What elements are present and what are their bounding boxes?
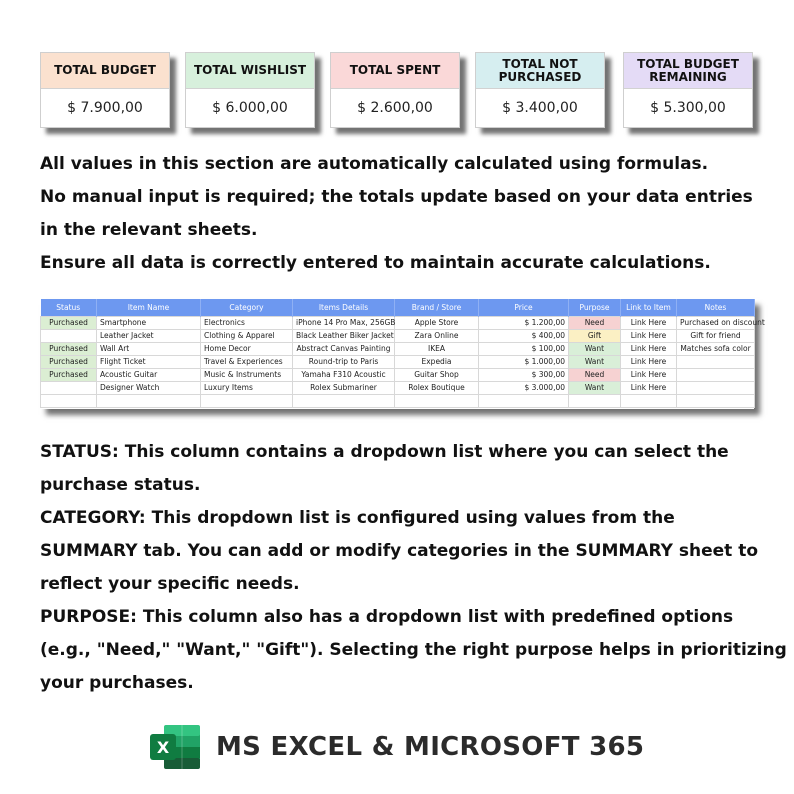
excel-logo-icon [148,723,202,771]
item-details-cell[interactable]: Abstract Canvas Painting [293,342,395,355]
empty-cell[interactable] [97,394,201,407]
table-row [41,342,755,355]
category-cell[interactable]: Luxury Items [201,381,293,394]
empty-cell[interactable] [621,394,677,407]
card-value: $ 3.400,00 [502,100,578,116]
price-cell[interactable]: $ 1.200,00 [479,316,569,329]
item-name-cell[interactable]: Acoustic Guitar [97,368,201,381]
link-cell[interactable]: Link Here [621,342,677,355]
notes-cell[interactable] [677,368,755,381]
help-line: PURPOSE: This column also has a dropdown list with predefined options [40,607,734,627]
column-header: Category [201,299,293,316]
column-header: Purpose [569,299,621,316]
item-name-cell[interactable]: Flight Ticket [97,355,201,368]
notes-cell[interactable] [677,355,755,368]
item-name-cell[interactable]: Wall Art [97,342,201,355]
summary-cards [40,52,752,130]
status-cell[interactable] [41,381,97,394]
table-row-empty [41,394,755,407]
price-cell[interactable]: $ 400,00 [479,329,569,342]
help-line: CATEGORY: This dropdown list is configured using values from the [40,508,675,528]
status-cell[interactable] [41,329,97,342]
link-cell[interactable]: Link Here [621,381,677,394]
intro-line: Ensure all data is correctly entered to maintain accurate calculations. [40,253,711,273]
brand-cell[interactable]: Rolex Boutique [395,381,479,394]
intro-line: in the relevant sheets. [40,220,258,240]
card-label: TOTAL WISHLIST [186,53,314,89]
notes-cell[interactable]: Purchased on discount [677,316,755,329]
notes-cell[interactable] [677,381,755,394]
brand-cell[interactable]: Apple Store [395,316,479,329]
brand-cell[interactable]: Zara Online [395,329,479,342]
wishlist-sheet-preview [40,299,765,409]
intro-line: All values in this section are automatically calculated using formulas. [40,154,709,174]
notes-cell[interactable]: Gift for friend [677,329,755,342]
empty-cell[interactable] [479,394,569,407]
notes-cell[interactable]: Matches sofa color [677,342,755,355]
wishlist-table [40,299,765,408]
table-header-row [41,299,755,316]
purpose-cell[interactable]: Want [569,381,621,394]
card-label: TOTAL NOT PURCHASED [476,53,604,89]
column-header: Price [479,299,569,316]
empty-cell[interactable] [201,394,293,407]
card-label: TOTAL SPENT [331,53,459,89]
column-header: Items Details [293,299,395,316]
column-header: Brand / Store [395,299,479,316]
category-cell[interactable]: Clothing & Apparel [201,329,293,342]
brand-cell[interactable]: IKEA [395,342,479,355]
price-cell[interactable]: $ 300,00 [479,368,569,381]
column-header: Status [41,299,97,316]
category-cell[interactable]: Home Decor [201,342,293,355]
help-line: reflect your specific needs. [40,574,300,594]
card-total-budget [40,52,170,128]
item-details-cell[interactable]: Round-trip to Paris [293,355,395,368]
table-row [41,381,755,394]
purpose-cell[interactable]: Want [569,355,621,368]
card-value: $ 6.000,00 [212,100,288,116]
help-line: your purchases. [40,673,194,693]
link-cell[interactable]: Link Here [621,355,677,368]
card-value: $ 2.600,00 [357,100,433,116]
card-label: TOTAL BUDGET [41,53,169,89]
item-details-cell[interactable]: Rolex Submariner [293,381,395,394]
card-total-spent [330,52,460,128]
column-header: Link to Item [621,299,677,316]
intro-text [40,148,760,280]
category-cell[interactable]: Music & Instruments [201,368,293,381]
status-cell[interactable]: Purchased [41,342,97,355]
table-row [41,329,755,342]
empty-cell[interactable] [569,394,621,407]
price-cell[interactable]: $ 100,00 [479,342,569,355]
table-row [41,316,755,329]
item-details-cell[interactable]: Black Leather Biker Jacket [293,329,395,342]
card-total-not-purchased [475,52,605,128]
card-total-wishlist [185,52,315,128]
excel-logo-letter: X [156,738,170,757]
column-header: Notes [677,299,755,316]
item-name-cell[interactable]: Leather Jacket [97,329,201,342]
empty-cell[interactable] [41,394,97,407]
intro-line: No manual input is required; the totals update based on your data entries [40,187,753,207]
price-cell[interactable]: $ 3.000,00 [479,381,569,394]
card-value: $ 7.900,00 [67,100,143,116]
category-cell[interactable]: Travel & Experiences [201,355,293,368]
link-cell[interactable]: Link Here [621,368,677,381]
help-line: (e.g., "Need," "Want," "Gift"). Selecting the right purpose helps in prioritizing [40,640,787,660]
link-cell[interactable]: Link Here [621,329,677,342]
footer-title: MS EXCEL & MICROSOFT 365 [216,732,645,762]
help-line: STATUS: This column contains a dropdown list where you can select the [40,442,729,462]
purpose-cell[interactable]: Need [569,316,621,329]
help-line: purchase status. [40,475,201,495]
price-cell[interactable]: $ 1.000,00 [479,355,569,368]
status-cell[interactable]: Purchased [41,316,97,329]
brand-cell[interactable]: Guitar Shop [395,368,479,381]
help-text [40,436,787,700]
purpose-cell[interactable]: Gift [569,329,621,342]
empty-cell[interactable] [677,394,755,407]
footer [148,722,644,772]
item-name-cell[interactable]: Designer Watch [97,381,201,394]
purpose-cell[interactable]: Want [569,342,621,355]
link-cell[interactable]: Link Here [621,316,677,329]
brand-cell[interactable]: Expedia [395,355,479,368]
help-line: SUMMARY tab. You can add or modify categories in the SUMMARY sheet to [40,541,759,561]
purpose-cell[interactable]: Need [569,368,621,381]
item-details-cell[interactable]: iPhone 14 Pro Max, 256GB [293,316,395,329]
column-header: Item Name [97,299,201,316]
card-value: $ 5.300,00 [650,100,726,116]
category-cell[interactable]: Electronics [201,316,293,329]
card-label: TOTAL BUDGET REMAINING [624,53,752,89]
status-cell[interactable]: Purchased [41,368,97,381]
status-cell[interactable]: Purchased [41,355,97,368]
table-row [41,368,755,381]
table-row [41,355,755,368]
item-name-cell[interactable]: Smartphone [97,316,201,329]
empty-cell[interactable] [293,394,395,407]
item-details-cell[interactable]: Yamaha F310 Acoustic [293,368,395,381]
empty-cell[interactable] [395,394,479,407]
card-total-budget-remaining [623,52,753,128]
